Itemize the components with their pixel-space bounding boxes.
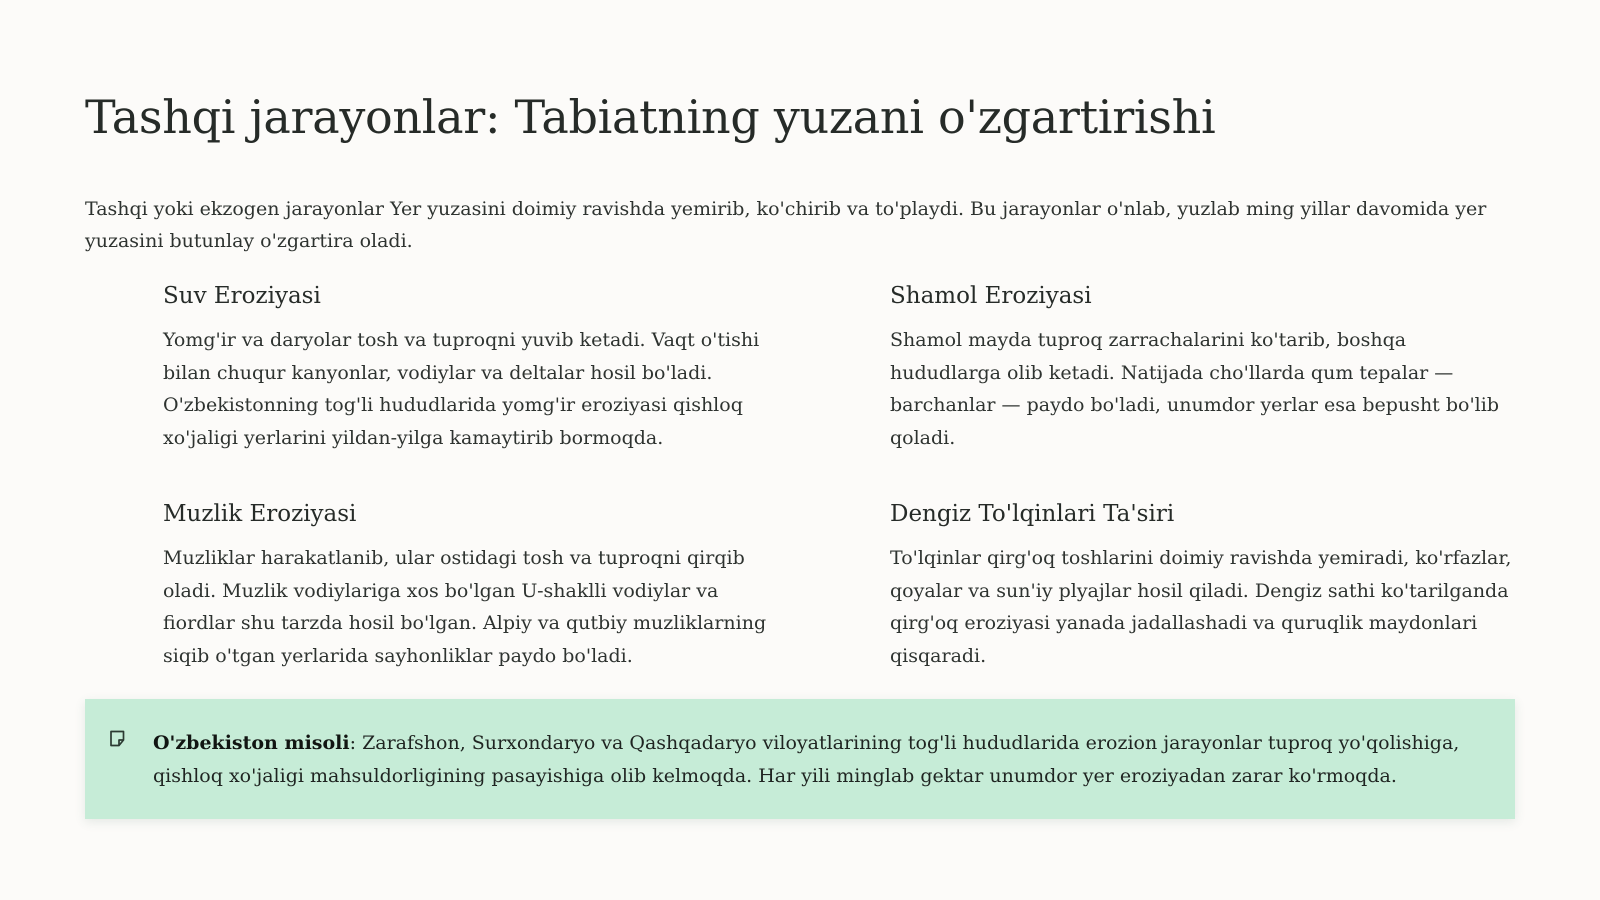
callout-body: Zarafshon, Surxondaryo va Qashqadaryo viloyatlarining tog'li hududlarida erozion jarayonlar tuproq yo'qolishiga, qishloq xo'jaligi mahsuldorligining pasayishiga olib kelmoqda. Har yili minglab gektar unumdor yer eroziyadan zarar ko'rmoqda.: [153, 732, 1460, 787]
page-title: Tashqi jarayonlar: Tabiatning yuzani o'zgartirishi: [85, 90, 1216, 144]
card-text: Yomg'ir va daryolar tosh va tuproqni yuvib ketadi. Vaqt o'tishi bilan chuqur kanyonlar, vodiylar va deltalar hosil bo'ladi. O'zbekistonning tog'li hududlarida yomg'ir eroziyasi qishloq xo'jaligi yerlarini yildan-yilga kamaytirib bormoqda.: [163, 329, 760, 449]
callout-text: [153, 727, 1493, 792]
card-text: To'lqinlar qirg'oq toshlarini doimiy ravishda yemiradi, ko'rfazlar, qoyalar va sun'iy plyajlar hosil qiladi. Dengiz sathi ko'tarilganda qirg'oq eroziyasi yanada jadallashadi va quruqlik maydonlari qisqaradi.: [890, 547, 1512, 667]
callout-label: O'zbekiston misoli: [153, 732, 350, 754]
card-water-erosion: [163, 280, 788, 454]
intro-paragraph: Tashqi yoki ekzogen jarayonlar Yer yuzasini doimiy ravishda yemirib, ko'chirib va to'playdi. Bu jarayonlar o'nlab, yuzlab ming yillar davomida yer yuzasini butunlay o'zgartira oladi.: [85, 198, 1487, 252]
note-icon: [108, 729, 128, 749]
card-wind-erosion: [890, 280, 1515, 454]
card-heading: Shamol Eroziyasi: [890, 283, 1092, 309]
card-sea-waves: [890, 498, 1515, 672]
slide: [85, 0, 1515, 900]
callout-box: [85, 699, 1515, 819]
card-glacier-erosion: [163, 498, 788, 672]
card-heading: Suv Eroziyasi: [163, 283, 321, 309]
card-text: Muzliklar harakatlanib, ular ostidagi tosh va tuproqni qirqib oladi. Muzlik vodiylariga xos bo'lgan U-shaklli vodiylar va fiordlar shu tarzda hosil bo'lgan. Alpiy va qutbiy muzliklarning siqib o'tgan yerlarida sayhonliklar paydo bo'ladi.: [163, 547, 767, 667]
card-text: Shamol mayda tuproq zarrachalarini ko'tarib, boshqa hududlarga olib ketadi. Natijada cho'llarda qum tepalar — barchanlar — paydo bo'ladi, unumdor yerlar esa bepusht bo'lib qoladi.: [890, 329, 1500, 449]
callout-separator: :: [349, 732, 357, 754]
card-heading: Dengiz To'lqinlari Ta'siri: [890, 501, 1175, 527]
card-heading: Muzlik Eroziyasi: [163, 501, 357, 527]
